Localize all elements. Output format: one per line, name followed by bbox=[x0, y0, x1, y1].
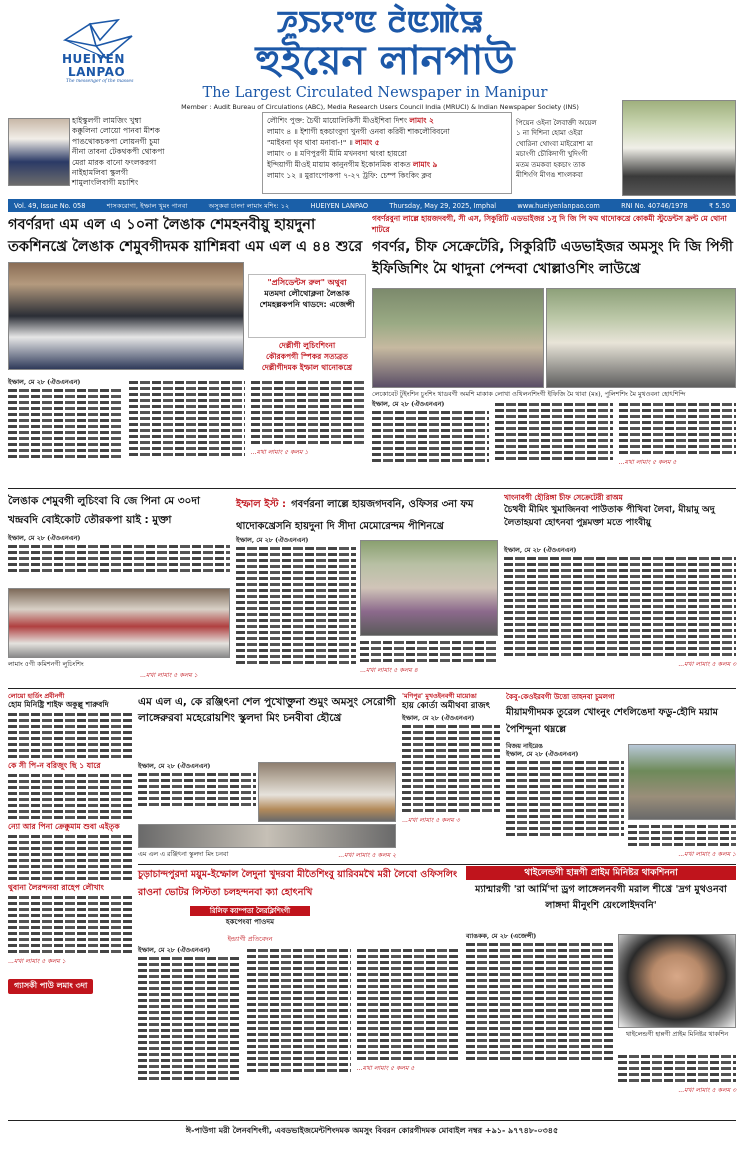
left-column bbox=[8, 692, 132, 1112]
meeting-kicker: 'মণিপুর' মুখওইনবগী মায়োঙা bbox=[402, 692, 477, 700]
masthead-logo bbox=[60, 18, 138, 88]
thai-more[interactable]: ...মখা লামাং ৫ কলম ৩ bbox=[678, 1087, 736, 1094]
story-mid-body bbox=[236, 536, 356, 684]
top-right-caption bbox=[516, 118, 620, 188]
lead-left-headline[interactable]: গবর্ণরদা এম এল এ ১০না লৈঙাক শেমহনবীয়ু হায়দুনা তকশিনখ্রে লৈঙাক শেমুবগীদমক য়াশিন্নবা এম এল এ ৪৪ শুরে bbox=[8, 217, 363, 255]
lead-left-body bbox=[8, 378, 366, 482]
churachand-sub: ইন্ড্যাগী প্রতিবেদন bbox=[227, 935, 273, 943]
story-left-more[interactable]: ...মখা লামাং ৫ কলম ১ bbox=[140, 672, 198, 679]
index-box bbox=[262, 112, 512, 194]
left-col-promo[interactable]: গ্যাসকী পাউ লমাং ৩দা bbox=[8, 979, 93, 994]
lead-left-sidebox bbox=[248, 340, 366, 376]
lead-left-quote-text: মতমদা লৌথোক্লনা লৈঙাক শেমহল্লকপনি থাডদে: এজেন্সী bbox=[259, 289, 355, 309]
index-page: লামাং ২ bbox=[409, 116, 434, 125]
dateline-web[interactable]: www.hueiyenlanpao.com bbox=[517, 201, 600, 210]
bengali-title: হুইয়েন লানপাউ bbox=[255, 38, 515, 84]
story-mid-kicker: ইম্ফাল ইস্ট : bbox=[236, 499, 286, 510]
tl-caption-line: হাইস্কুলগী লামজিং খুম্বা bbox=[72, 116, 142, 125]
mla-body bbox=[138, 762, 256, 824]
index-item[interactable] bbox=[267, 137, 507, 148]
kwai-kicker: কৈবু-কেওইরবগী উত্তো তাহনবা চুমলগা bbox=[506, 693, 615, 701]
lead-right-headline[interactable]: গবর্ণর, চীফ সেক্রেটেরি, সিকুরিটি এডভাইজর অমসুং দি জি পিগী ইফিজিশিং মৈ থাদুনা পেন্দবা খোল্লাওশিং লাউখ্রে bbox=[372, 239, 733, 277]
tl-caption-line: পাঙথোকচকপা লোয়নগী চুমা bbox=[72, 136, 160, 146]
tr-caption-line: মীশিংগি মীগঙ শাংলকবা bbox=[516, 171, 583, 180]
mla-more[interactable]: ...মখা লামাং ৫ কলম ২ bbox=[338, 852, 396, 859]
dateline-date: Thursday, May 29, 2025, Imphal bbox=[389, 201, 497, 210]
masthead-subtitle: The Largest Circulated Newspaper in Manipur bbox=[202, 85, 548, 101]
story-left-caption: লামাং ৫গী কমিশনগী লুচিংশিং bbox=[8, 660, 84, 668]
churachand-kicker-box bbox=[190, 906, 310, 936]
dateline-mid1: শাসকরোগা, ইম্ফাল খুমং পানবা bbox=[106, 201, 188, 210]
story-mid-head[interactable] bbox=[236, 492, 498, 534]
tr-caption-line: মচাংগী চৌকিদাগী খুদিংগী bbox=[516, 150, 588, 159]
mla-photo-2 bbox=[138, 824, 396, 848]
kwai-dateline: ইম্ফাল, মে ২৮ (ঐওএনএন) bbox=[506, 750, 579, 758]
kwai-headline[interactable]: মীয়ামগীদমক তুরেল খোংনুং শেংলিঙেদা ফডু-হৌদি ময়াম পৈশিন্দুনা থম্নল্লে bbox=[506, 707, 718, 735]
index-item[interactable] bbox=[267, 159, 507, 170]
lead-left-side2: কৌরকপগী স্পিকর সত্যব্রত bbox=[265, 352, 349, 361]
index-item[interactable] bbox=[267, 126, 507, 137]
story-mid-dateline: ইম্ফাল, মে ২৮ (ঐওএনএন) bbox=[236, 536, 309, 544]
index-label: লৌশিং পুক্ত: চৈথী মায়োলিকিসী মীওইশিবা দিশং bbox=[267, 116, 408, 125]
index-label: "মাইবনা থৃব থাবা মনাবা-!" ॥ bbox=[267, 138, 353, 147]
top-right-photo bbox=[622, 100, 736, 196]
mla-headline[interactable]: এম এল এ, কে রঞ্জিৎনা শেল পুখোক্তুনা শুমুং অমসুং সেরোগী লাঙ্গেরুরবা মহেরোয়শিং স্কুলদা মিং চনবীবা হৌখ্রে bbox=[138, 696, 396, 724]
lead-right-more[interactable]: ...মখা লামাং ৫ কলম ৫ bbox=[618, 459, 677, 466]
meeting-box bbox=[402, 692, 500, 860]
story-mid-photo bbox=[360, 540, 498, 636]
story-right-body bbox=[504, 546, 736, 686]
story-left-body bbox=[8, 534, 230, 588]
dateline-vol: Vol. 49, Issue No. 058 bbox=[14, 201, 86, 210]
meeting-headline[interactable]: হায় কোর্তা অমীথবা রাজৎ bbox=[402, 701, 491, 711]
meeting-more[interactable]: ...মখা লামাং ৫ কলম ৩ bbox=[402, 817, 460, 824]
kwai-more[interactable]: ...মখা লামাং ৫ কলম ১ bbox=[678, 851, 736, 858]
top-left-photo bbox=[8, 118, 70, 186]
left-col-more[interactable]: ...মখা লামাং ৫ কলম ১ bbox=[8, 958, 66, 965]
lead-left-dateline: ইম্ফাল, মে ২৮ (ঐওএনএন) bbox=[8, 378, 81, 386]
thai-photo bbox=[618, 934, 736, 1028]
dateline-paper: HUEIYEN LANPAO bbox=[310, 201, 369, 210]
thai-dateline: ব্যাঙকক, মে ২৮ (এজেন্সী) bbox=[466, 932, 537, 940]
lead-right-dateline: ইম্ফাল, মে ২৮ (ঐওএনএন) bbox=[372, 400, 445, 408]
churachand-dateline: ইম্ফাল, মে ২৮ (ঐওএনএন) bbox=[138, 946, 211, 954]
lead-left-quote-tag: "প্রসিডেন্টস রুল" অথুবা bbox=[267, 278, 347, 287]
thai-body-2 bbox=[618, 1052, 736, 1114]
mla-caption: এম এল এ রঞ্জিৎনা স্কুলদা মিং চনবা bbox=[138, 850, 229, 858]
dateline-rni: RNI No. 40746/1978 bbox=[621, 201, 688, 210]
lead-left-side1: দেল্লীগী লুচিংশিংনা bbox=[278, 341, 336, 350]
story-mid-body-2 bbox=[360, 638, 498, 686]
mla-dateline: ইম্ফাল, মে ২৮ (ঐওএনএন) bbox=[138, 762, 211, 770]
tl-caption-line: নাইহামলিবা স্কুলগী bbox=[72, 168, 129, 178]
story-left-photo bbox=[8, 588, 230, 658]
churachand-headline[interactable]: চুড়াচান্দপুরদা ময়ুম-ইম্ফোল লৈদুনা খুদরবা মীতৈশিংবু য়ারিবমখৈ মরী লৈবো ওফিসলিং রাওনা ভোটর লিস্টতা চলহন্দনবা ক্যা হোৎনখি bbox=[138, 869, 458, 898]
kwai-body bbox=[506, 742, 624, 864]
footer-text: ঈ-পাউগা মরী লৈনবশিংগী, এবডভাইজমেন্টশিংদমক অমসুং বিবরন কোরগীদমক মোবাইল নম্বর +৯১- ৯৭৭৪৮-০৩৪৫ bbox=[185, 1126, 559, 1135]
tr-caption-line: পিয়েন ওইনা লৈবাক্তী অয়েল bbox=[516, 119, 597, 127]
story-right-headline[interactable]: চৈথবী মীমিং খুমাজিনবা পাউতাক পীখিবা লৈবা, মীয়ামু অদু লৈতাহয়বা হোৎনবা পুম্নমক্তা মতে পাংবীয়ু bbox=[504, 505, 715, 528]
logo-line1: HUEIYEN bbox=[62, 52, 125, 66]
lead-right-photo-1 bbox=[372, 288, 544, 388]
left-col-h2[interactable]: কে সী পি-ন বরিজুং ছি ১ যারে bbox=[8, 761, 101, 770]
story-right-kicker: খাংনাবগী হৌরিঙ্গা চীফ সেক্রেটেরী রাঅম bbox=[504, 493, 623, 502]
churachand-kicker-white: হকপেংবা পাওদম bbox=[225, 917, 275, 926]
index-label: লামাং ৩ ॥ মণিপুরগী মীমি মখনবদা ত্থংবা হায়রো bbox=[267, 149, 407, 158]
thai-headline[interactable]: ম্যান্মারগী 'রা আর্মি'দা ড্রগ লাঙ্গেলনবগী মরাল শীখ্রে 'দ্রগ মুথওনবা লাঙ্গদা মীনুংশি য়েংলোইদবনি' bbox=[475, 884, 727, 911]
kwai-body-2 bbox=[628, 822, 736, 864]
lead-right-kicker: গবর্ণরবুনা লাল্লে হায়জদবগী, সী এস, সিকুরিটি এডভাইজর ১সু দি জি পি ফম থাদোকখ্রে কোকমী স্টুডেন্টস ফ্রন্ট মে থোনা শাটরে bbox=[372, 214, 727, 234]
thai-body bbox=[466, 932, 614, 1112]
lead-right-caption: লেকোবেট টুইংশিন চুংশিং থাডবগী অমশি মাকাক লোখা ওথিলনশিংগী ইফিজি মৈ থাবা (মঃ), পুলিশশিং মৈ মুথওবনা হোৎশিন্দি bbox=[372, 390, 686, 398]
dateline-price: ₹ 5.50 bbox=[709, 201, 730, 210]
lead-right-photo-2 bbox=[546, 288, 736, 388]
story-right-dateline: ইম্ফাল, মে ২৮ (ঐওএনএন) bbox=[504, 546, 577, 554]
mla-photo bbox=[258, 762, 396, 822]
tr-caption-line: খোরিনা থোংবা মাইরোশা মা bbox=[516, 139, 593, 148]
dateline-bar bbox=[8, 199, 736, 212]
index-page: লামাং ৫ bbox=[355, 138, 380, 147]
left-col-h4[interactable]: থুবানা লৈরন্দনবা রাহেপ লৌখাং bbox=[8, 883, 104, 892]
left-col-h3[interactable]: ন্যো আর পিনা ক্রেক্কুমাম শুবা এইতৃক bbox=[8, 822, 120, 831]
index-item[interactable] bbox=[267, 170, 507, 181]
story-left-dateline: ইম্ফাল, মে ২৮ (ঐওএনএন) bbox=[8, 534, 81, 542]
lead-left-more[interactable]: ...মখা লামাং ৫ কলম ১ bbox=[250, 449, 309, 456]
thai-kicker: থাইলেন্ডগী হান্নগী প্রাইম মিনিষ্টর থাকশিননা bbox=[466, 866, 736, 880]
churachand-more[interactable]: ...মখা লামাং ৫ কলম ৫ bbox=[356, 1065, 415, 1072]
thai-caption: থাইলেন্ডগী হান্নগী প্রাইম মিনিষ্টর থাকশিন bbox=[625, 1030, 729, 1038]
top-left-caption bbox=[72, 116, 268, 190]
lead-right-body bbox=[372, 400, 736, 484]
story-left-headline[interactable]: লৈঙাক শেমুবগী লুচিংবা বি জে পিনা মে ৩০দা খন্দ্রবদি বোইকোট তৌরকপা য়াই : মুক্তা bbox=[8, 495, 200, 526]
tl-caption-line: কক্কুলিনা লোয়ো পানবা মীশক bbox=[72, 126, 160, 136]
logo-tagline: The messenger of the masses bbox=[66, 79, 134, 84]
dateline-mid2: অসুকবা চাংদা লামাং মশিং: ১২ bbox=[208, 201, 290, 210]
story-mid-more[interactable]: ...মখা লামাং ৫ কলম ৪ bbox=[360, 667, 418, 674]
logo-line2: LANPAO bbox=[68, 65, 126, 79]
masthead-member: Member : Audit Bureau of Circulations (ABC), Media Research Users Council India (MRUCI) & Indian Newspaper Society (INS) bbox=[181, 103, 579, 111]
left-col-kicker: লোয়ো হার্ডিং প্রবীনগী bbox=[8, 692, 65, 700]
kwai-byline: বিজয় নাইরেঙ bbox=[506, 742, 543, 750]
meeting-dateline: ইম্ফাল, মে ২৮ (ঐওএনএন) bbox=[402, 714, 475, 722]
lead-left-side3: দেল্লীগীদমক ইম্ফাল থানোকখ্রে bbox=[261, 363, 353, 372]
meitei-title: ꯍꯨꯏꯌꯦꯟ ꯂꯥꯟꯄꯥꯎ bbox=[276, 5, 484, 40]
story-right-more[interactable]: ...মখা লামাং ৫ কলম ৩ bbox=[678, 661, 736, 668]
index-item[interactable] bbox=[267, 115, 507, 126]
lead-left-quote bbox=[248, 274, 366, 338]
left-col-h1[interactable]: হোম মিনিষ্ট্রি শাইফ অকুল্লু শারুবদি bbox=[8, 700, 109, 709]
story-mid-headline: গবর্ণরনা লাল্লে হায়জগদবনি, ওফিসর ৩না ফম থাদোকখ্রেসনি হায়দুনা দি সীদা মেমোরেন্দম পীশিনখ্রে bbox=[236, 499, 474, 532]
index-label: লামাং ১২ ॥ মুরাংপোকপা ৭-২৭ ট্রফি: চেম্প কিংকিং ক্লব bbox=[267, 171, 432, 180]
tl-caption-line: শামুলাংলিবাগী মচাশিং bbox=[72, 178, 139, 188]
tl-caption-line: মেরা মারক বানো ফংলকরগা bbox=[72, 157, 157, 167]
index-label: লামাং ৪ ॥ ইশাগী হকচাংবুদা খুনগী ওনবা করিবী শাকলৌবিবনো bbox=[267, 127, 450, 136]
lead-left-photo bbox=[8, 262, 244, 370]
churachand-body bbox=[138, 946, 460, 1114]
kwai-photo bbox=[628, 744, 736, 820]
tr-caption-line: ১ না দিশিনা হোমা ওইরা bbox=[516, 129, 583, 138]
churachand-kicker-red: রিলিফ ক্যাম্পতা লৈরক্লিশিংগী bbox=[190, 906, 310, 916]
index-label: ইন্দিয়াগী মীওই মায়াম কানুনগীম ইকোনমিক বাকত bbox=[267, 160, 411, 169]
tl-caption-line: নীনা তাবনা টেকথকপী থোকপা bbox=[72, 147, 165, 157]
tr-caption-line: মতম তমকবা হকচাং তাক bbox=[516, 160, 586, 169]
index-page: লামাং ৯ bbox=[412, 160, 438, 169]
index-item[interactable] bbox=[267, 148, 507, 159]
